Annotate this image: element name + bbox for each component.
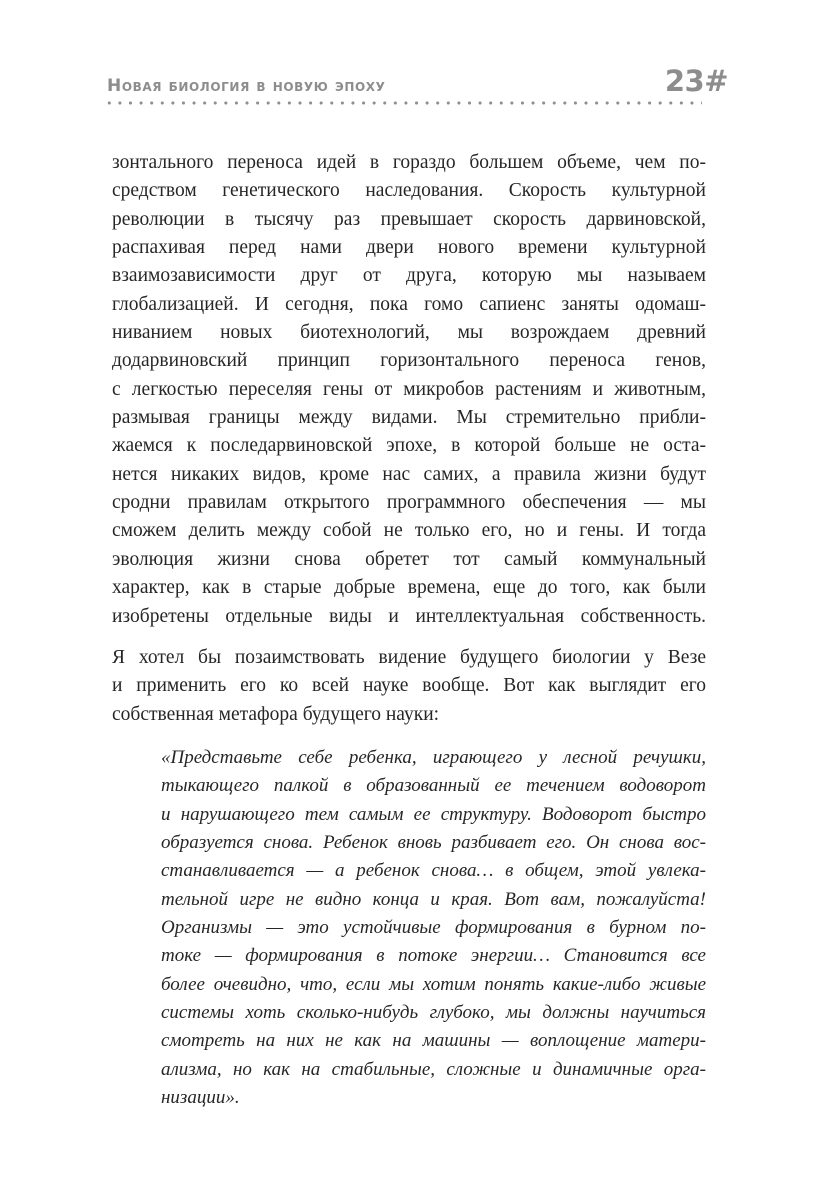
text-line: размывая границы между видами. Мы стремительно прибли- [112, 407, 706, 429]
text-line: тельной игре не видно конца и края. Вот вам, пожалуйста! [161, 888, 706, 910]
text-line: революции в тысячу раз превышает скорость дарвиновской, [112, 208, 706, 230]
text-line: сможем делить между собой не только его, но и гены. И тогда [112, 520, 706, 542]
text-line: собственная метафора будущего науки: [112, 703, 440, 725]
paragraph [112, 149, 706, 631]
text-line: характер, как в старые добрые времена, еще до того, как были [112, 577, 706, 599]
dotted-divider [104, 100, 702, 106]
text-line: взаимозависимости друг от друга, которую мы называем [112, 265, 706, 287]
text-line: с легкостью переселяя гены от микробов растениям и животным, [112, 378, 706, 400]
text-line: системы хоть сколько-нибудь глубоко, мы должны научиться [161, 1001, 706, 1023]
text-line: средством генетического наследования. Скорость культурной [112, 180, 706, 202]
text-line: глобализацией. И сегодня, пока гомо сапиенс заняты одомаш- [112, 293, 706, 315]
text-line: низации». [161, 1087, 240, 1108]
text-line: додарвиновский принцип горизонтального переноса генов, [112, 350, 706, 372]
text-line: более очевидно, что, если мы хотим понять какие-либо живые [161, 973, 706, 995]
text-line: изобретены отдельные виды и интеллектуальная собственность. [112, 605, 706, 627]
text-line: нется никаких видов, кроме нас самих, а правила жизни будут [112, 463, 706, 485]
paragraph [112, 644, 706, 729]
text-line: эволюция жизни снова обретет тот самый коммунальный [112, 548, 706, 570]
text-line: образуется снова. Ребенок вновь разбивает его. Он снова вос- [161, 831, 706, 853]
page-body [112, 149, 706, 1112]
text-line: зонтального переноса идей в гораздо большем объеме, чем по- [112, 152, 706, 173]
page-number: 23# [664, 64, 728, 98]
text-line: сродни правилам открытого программного обеспечения — мы [112, 492, 706, 514]
text-line: распахивая перед нами двери нового времени культурной [112, 237, 706, 259]
block-quote [161, 744, 706, 1112]
text-line: станавливается — а ребенок снова… в общем, этой увлека- [161, 860, 706, 882]
text-line: ниванием новых биотехнологий, мы возрождаем древний [112, 322, 706, 344]
text-line: смотреть на них не как на машины — воплощение матери- [161, 1030, 706, 1052]
text-line: тыкающего палкой в образованный ее течением водоворот [161, 775, 706, 797]
chapter-title: Новая биология в новую эпоху [107, 76, 386, 96]
text-line: «Представьте себе ребенка, играющего у лесной речушки, [161, 746, 706, 768]
text-line: и применить его ко всей науке вообще. Вот как выглядит его [112, 675, 706, 697]
text-line: и нарушающего тем самым ее структуру. Водоворот быстро [161, 803, 706, 825]
text-line: ализма, но как на стабильные, сложные и динамичные орга- [161, 1058, 706, 1080]
text-line: Я хотел бы позаимствовать видение будущего биологии у Везе [112, 646, 706, 668]
text-line: жаемся к последарвиновской эпохе, в которой больше не оста- [112, 435, 706, 457]
text-line: Организмы — это устойчивые формирования в бурном по- [161, 916, 706, 938]
text-line: токе — формирования в потоке энергии… Становится все [161, 945, 706, 967]
